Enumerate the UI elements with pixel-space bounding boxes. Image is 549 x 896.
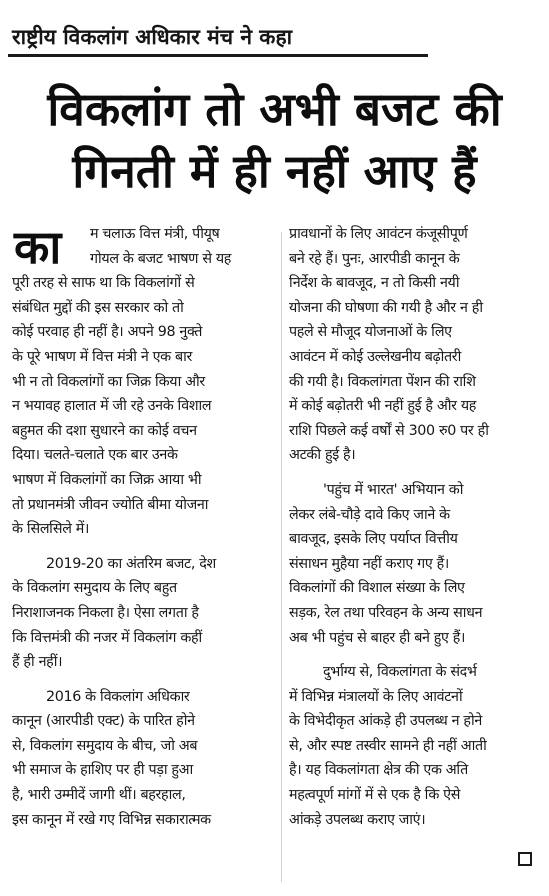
headline-line-2: गिनती में ही नहीं आए हैं xyxy=(72,144,477,198)
article-line: की गयी है। विकलांगता पेंशन की राशि xyxy=(289,373,476,390)
article-line: के विकलांग समुदाय के लिए बहुत xyxy=(12,580,177,597)
article-line: राशि पिछले कई वर्षों से 300 रु0 पर ही xyxy=(289,422,489,439)
article-line: बहुमत की दशा सुधारने का कोई वचन xyxy=(12,422,197,439)
article-line: निर्देश के बावजूद, न तो किसी नयी xyxy=(289,275,460,292)
article-line: संबंधित मुद्दों की इस सरकार को तो xyxy=(12,299,184,316)
article-line: भी समाज के हाशिए पर ही पड़ा हुआ xyxy=(12,762,193,779)
column-divider xyxy=(281,232,282,882)
article-line: निराशाजनक निकला है। ऐसा लगता है xyxy=(12,604,199,621)
article-line: बने रहे हैं। पुनः, आरपीडी कानून के xyxy=(289,250,460,267)
article-line: आंकड़े उपलब्ध कराए जाएं। xyxy=(289,811,426,828)
article-line: विकलांगों की विशाल संख्या के लिए xyxy=(289,580,465,597)
kicker xyxy=(8,18,428,60)
article-line: कि वित्तमंत्री की नजर में विकलांग कहीं xyxy=(12,629,202,646)
article-line: लेकर लंबे-चौड़े दावे किए जाने के xyxy=(289,506,450,523)
kicker-text: राष्ट्रीय विकलांग अधिकार मंच ने कहा xyxy=(12,25,293,49)
article-line: पूरी तरह से साफ था कि विकलांगों से xyxy=(12,275,195,292)
end-of-article-box-icon xyxy=(518,852,532,866)
article-column-right xyxy=(289,222,542,832)
article-line: में विभिन्न मंत्रालयों के लिए आवंटनों xyxy=(289,688,463,705)
article-line: कानून (आरपीडी एक्ट) के पारित होने xyxy=(12,713,195,730)
article-column-left xyxy=(12,222,274,832)
article-line: म चलाऊ वित्त मंत्री, पीयूष xyxy=(90,226,220,242)
article-line: हैं ही नहीं। xyxy=(12,654,63,671)
article-line: है, भारी उम्मीदें जागी थीं। बहरहाल, xyxy=(12,787,186,804)
article-line: अब भी पहुंच से बाहर ही बने हुए हैं। xyxy=(289,629,466,646)
article-line: भाषण में विकलांगों का जिक्र आया भी xyxy=(12,471,202,488)
article-line: में कोई बढ़ोतरी भी नहीं हुई है और यह xyxy=(289,398,477,415)
article-line: के विभेदीकृत आंकड़े ही उपलब्ध न होने xyxy=(289,713,482,730)
article-line: है। यह विकलांगता क्षेत्र की एक अति xyxy=(289,762,468,779)
article-line: 2016 के विकलांग अधिकार xyxy=(46,688,190,705)
article-line: प्रावधानों के लिए आवंटन कंजूसीपूर्ण xyxy=(289,226,468,242)
article-line: अटकी हुई है। xyxy=(289,447,356,464)
article-line: तो प्रधानमंत्री जीवन ज्योति बीमा योजना xyxy=(12,496,209,513)
headline-line-1: विकलांग तो अभी बजट की xyxy=(47,82,502,136)
article-line: पहले से मौजूद योजनाओं के लिए xyxy=(289,324,452,341)
article-line: संसाधन मुहैया नहीं कराए गए हैं। xyxy=(289,555,449,572)
article-line: से, और स्पष्ट तस्वीर सामने ही नहीं आती xyxy=(289,737,487,754)
kicker-underline xyxy=(8,54,428,57)
article-line: के पूरे भाषण में वित्त मंत्री ने एक बार xyxy=(12,348,193,365)
article-line: महत्वपूर्ण मांगों में से एक है कि ऐसे xyxy=(289,787,461,804)
article-line: बावजूद, इसके लिए पर्याप्त वित्तीय xyxy=(289,531,458,548)
article-line: इस कानून में रखे गए विभिन्न सकारात्मक xyxy=(12,811,211,828)
article-line: 'पहुंच में भारत' अभियान को xyxy=(323,481,464,498)
article-line: भी न तो विकलांगों का जिक्र किया और xyxy=(12,373,205,390)
article-line: सड़क, रेल तथा परिवहन के अन्य साधन xyxy=(289,604,483,621)
article-line: योजना की घोषणा की गयी है और न ही xyxy=(289,299,483,316)
article-line: से, विकलांग समुदाय के बीच, जो अब xyxy=(12,737,198,754)
headline xyxy=(0,78,549,202)
article-line: दुर्भाग्य से, विकलांगता के संदर्भ xyxy=(323,664,477,681)
article-line: आवंटन में कोई उल्लेखनीय बढ़ोतरी xyxy=(289,348,461,365)
article-line: के सिलसिले में। xyxy=(12,521,90,538)
article-line: न भयावह हालात में जी रहे उनके विशाल xyxy=(12,398,212,415)
article-line: कोई परवाह ही नहीं है। अपने 98 नुक्ते xyxy=(12,324,203,341)
article-line: गोयल के बजट भाषण से यह xyxy=(90,250,232,267)
drop-cap: का xyxy=(14,220,61,274)
article-line: दिया। चलते-चलाते एक बार उनके xyxy=(12,447,178,464)
article-line: 2019-20 का अंतरिम बजट, देश xyxy=(46,555,216,572)
